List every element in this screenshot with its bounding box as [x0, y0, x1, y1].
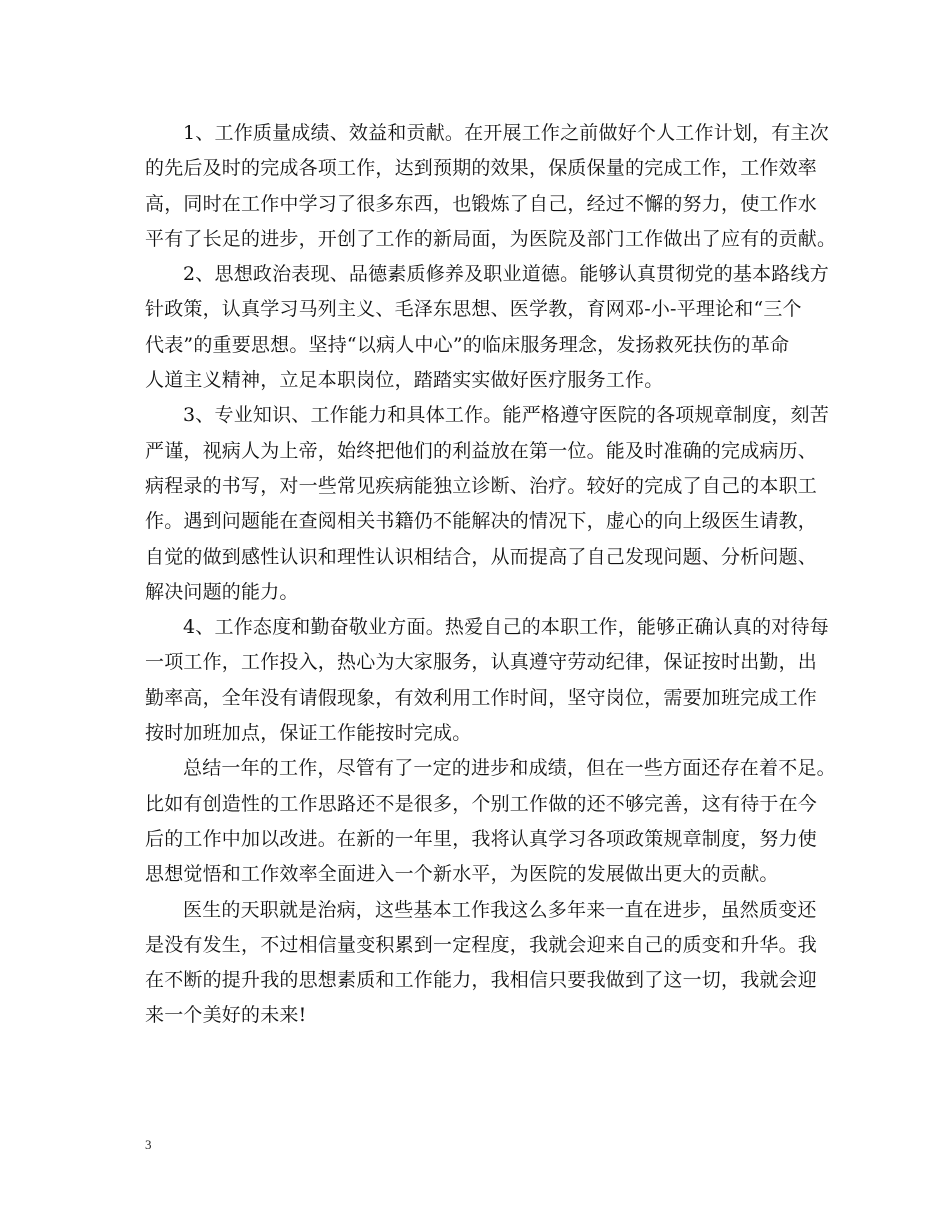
text-line: 一项工作，工作投入，热心为大家服务，认真遵守劳动纪律，保证按时出勤，出: [145, 651, 818, 674]
page-number: 3: [145, 1137, 152, 1152]
paragraph-political-ethics: [145, 257, 829, 398]
text-line: 思想觉悟和工作效率全面进入一个新水平，为医院的发展做出更大的贡献。: [145, 863, 779, 886]
text-line: 来一个美好的未来!: [145, 1004, 307, 1027]
text-line: 是没有发生，不过相信量变积累到一定程度，我就会迎来自己的质变和升华。我: [145, 933, 818, 956]
text-line: 平有了长足的进步，开创了工作的新局面，为医院及部门工作做出了应有的贡献。: [145, 227, 837, 250]
text-line: 1、工作质量成绩、效益和贡献。在开展工作之前做好个人工作计划，有主次: [183, 122, 829, 144]
text-line: 作。遇到问题能在查阅相关书籍仍不能解决的情况下，虚心的向上级医生请教，: [145, 510, 818, 533]
text-line: 人道主义精神，立足本职岗位，踏踏实实做好医疗服务工作。: [145, 369, 664, 392]
text-line: 3、专业知识、工作能力和具体工作。能严格遵守医院的各项规章制度，刻苦: [183, 404, 829, 427]
text-line: 医生的天职就是治病，这些基本工作我这么多年来一直在进步，虽然质变还: [183, 898, 817, 921]
paragraph-work-attitude: [145, 610, 829, 751]
text-line: 在不断的提升我的思想素质和工作能力，我相信只要我做到了这一切，我就会迎: [145, 969, 818, 992]
text-line: 自觉的做到感性认识和理性认识相结合，从而提高了自己发现问题、分析问题、: [145, 545, 818, 568]
text-line: 严谨，视病人为上帝，始终把他们的利益放在第一位。能及时准确的完成病历、: [145, 439, 818, 462]
paragraph-work-quality: [145, 116, 837, 257]
text-line: 高，同时在工作中学习了很多东西，也锻炼了自己，经过不懈的努力，使工作水: [145, 192, 818, 215]
document-body: [145, 116, 837, 1034]
text-line: 勤率高，全年没有请假现象，有效利用工作时间，坚守岗位，需要加班完成工作: [145, 686, 818, 709]
text-line: 的先后及时的完成各项工作，达到预期的效果，保质保量的完成工作，工作效率: [145, 157, 818, 180]
text-line: 解决问题的能力。: [145, 580, 299, 603]
text-line: 代表”的重要思想。坚持“以病人中心”的临床服务理念，发扬救死扶伤的革命: [145, 333, 790, 356]
paragraph-summary: [145, 751, 836, 892]
text-line: 针政策，认真学习马列主义、毛泽东思想、医学教，育网邓-小-平理论和“三个: [145, 298, 802, 321]
paragraph-conclusion: [145, 893, 818, 1034]
text-line: 4、工作态度和勤奋敬业方面。热爱自己的本职工作，能够正确认真的对待每: [183, 616, 829, 639]
paragraph-professional-knowledge: [145, 398, 829, 610]
text-line: 2、思想政治表现、品德素质修养及职业道德。能够认真贯彻党的基本路线方: [183, 263, 829, 286]
text-line: 比如有创造性的工作思路还不是很多，个别工作做的还不够完善，这有待于在今: [145, 792, 818, 815]
text-line: 总结一年的工作，尽管有了一定的进步和成绩，但在一些方面还存在着不足。: [183, 757, 836, 780]
text-line: 按时加班加点，保证工作能按时完成。: [145, 722, 472, 745]
text-line: 后的工作中加以改进。在新的一年里，我将认真学习各项政策规章制度，努力使: [145, 827, 818, 850]
text-line: 病程录的书写，对一些常见疾病能独立诊断、治疗。较好的完成了自己的本职工: [145, 474, 818, 497]
